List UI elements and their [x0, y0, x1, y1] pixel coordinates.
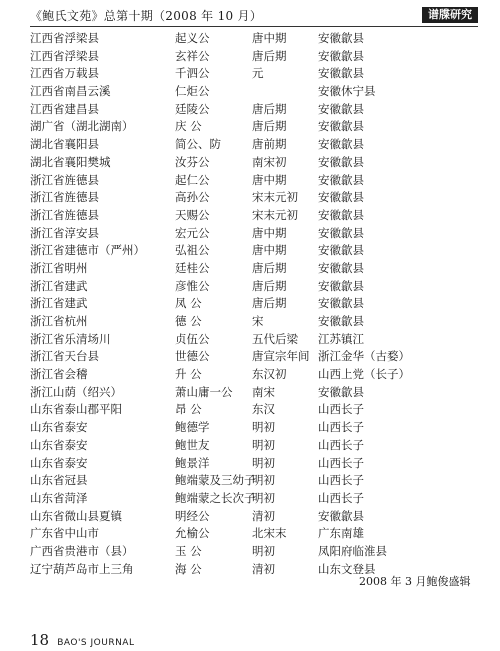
cell-origin: 山西长子	[318, 420, 364, 435]
cell-origin: 山西上党（长子）	[318, 367, 410, 382]
cell-ancestor: 鲍景洋	[175, 455, 210, 470]
cell-origin: 安徽歙县	[318, 172, 364, 187]
cell-ancestor: 起义公	[175, 31, 210, 45]
cell-period: 唐宣宗年间	[252, 349, 310, 364]
cell-ancestor: 简公、防	[175, 137, 221, 152]
cell-ancestor: 昂 公	[175, 402, 202, 417]
table-row	[30, 189, 470, 207]
table-row	[30, 419, 470, 437]
table-row	[30, 490, 470, 508]
cell-ancestor: 凤 公	[175, 296, 202, 311]
cell-period: 唐前期	[252, 137, 287, 152]
table-row	[30, 401, 470, 419]
cell-origin: 安徽歙县	[318, 278, 364, 293]
cell-period: 唐中期	[252, 243, 287, 258]
cell-location: 湖北省襄阳县	[30, 137, 99, 152]
cell-location: 江西省万载县	[30, 66, 99, 81]
cell-origin: 安徽歙县	[318, 137, 364, 152]
cell-origin: 安徽歙县	[318, 154, 364, 169]
table-row	[30, 30, 470, 48]
cell-origin: 浙江金华（古婺）	[318, 349, 410, 364]
page-header	[30, 7, 478, 25]
cell-origin: 安徽歙县	[318, 314, 364, 328]
cell-location: 山东省泰安	[30, 437, 88, 452]
cell-origin: 江苏镇江	[318, 331, 364, 346]
cell-location: 浙江省旌德县	[30, 172, 99, 187]
cell-ancestor: 明经公	[175, 508, 210, 523]
cell-period: 东汉	[252, 402, 275, 417]
cell-location: 江西省浮梁县	[30, 48, 99, 63]
cell-location: 辽宁葫芦岛市上三角	[30, 561, 134, 576]
cell-origin: 安徽休宁县	[318, 84, 376, 99]
table-row	[30, 83, 470, 101]
table-row	[30, 384, 470, 402]
cell-origin: 安徽歙县	[318, 119, 364, 134]
cell-period: 明初	[252, 455, 275, 470]
cell-location: 浙江省建武	[30, 278, 88, 293]
cell-period: 五代后梁	[252, 331, 298, 346]
cell-ancestor: 升 公	[175, 367, 202, 382]
journal-issue-title: 《鲍氏文苑》总第十期（2008 年 10 月）	[30, 9, 263, 23]
cell-location: 浙江山荫（绍兴）	[30, 384, 122, 399]
cell-period: 宋	[252, 314, 264, 328]
cell-ancestor: 鲍端蒙之长次子	[175, 490, 256, 505]
table-row	[30, 366, 470, 384]
genealogy-table	[30, 30, 470, 578]
cell-period: 唐后期	[252, 101, 287, 116]
cell-origin: 凤阳府临淮县	[318, 543, 387, 558]
cell-ancestor: 天赐公	[175, 207, 210, 222]
cell-origin: 安徽歙县	[318, 31, 364, 45]
cell-period: 唐中期	[252, 31, 287, 45]
cell-ancestor: 彦惟公	[175, 278, 210, 293]
cell-origin: 山西长子	[318, 455, 364, 470]
cell-origin: 安徽歙县	[318, 296, 364, 311]
cell-period: 唐后期	[252, 119, 287, 134]
page-number: 18	[30, 631, 50, 649]
cell-origin: 安徽歙县	[318, 101, 364, 116]
cell-origin: 安徽歙县	[318, 225, 364, 240]
table-row	[30, 260, 470, 278]
cell-period: 元	[252, 66, 264, 81]
cell-origin: 安徽歙县	[318, 243, 364, 258]
table-row	[30, 543, 470, 561]
cell-period: 唐后期	[252, 48, 287, 63]
cell-origin: 山东文登县	[318, 561, 376, 576]
cell-period: 宋末元初	[252, 190, 298, 205]
cell-ancestor: 仁炬公	[175, 84, 210, 99]
cell-ancestor: 庆 公	[175, 119, 202, 134]
cell-location: 山东省菏泽	[30, 490, 88, 505]
cell-origin: 安徽歙县	[318, 207, 364, 222]
cell-location: 浙江省建德市（严州）	[30, 243, 145, 258]
cell-ancestor: 允榆公	[175, 526, 210, 541]
compiler-signature: 2008 年 3 月鲍俊盛辑	[359, 575, 471, 588]
cell-ancestor: 高孙公	[175, 190, 210, 205]
table-row	[30, 101, 470, 119]
cell-location: 浙江省乐清场川	[30, 331, 111, 346]
cell-location: 浙江省会稽	[30, 367, 88, 382]
cell-origin: 安徽歙县	[318, 260, 364, 275]
cell-location: 江西省建昌县	[30, 101, 99, 116]
cell-origin: 山西长子	[318, 402, 364, 417]
cell-location: 湖北省襄阳樊城	[30, 154, 111, 169]
cell-ancestor: 贞伍公	[175, 331, 210, 346]
table-row	[30, 242, 470, 260]
table-row	[30, 437, 470, 455]
table-row	[30, 207, 470, 225]
header-divider	[30, 26, 478, 27]
cell-location: 浙江省建武	[30, 296, 88, 311]
cell-origin: 山西长子	[318, 473, 364, 488]
table-row	[30, 455, 470, 473]
table-row	[30, 225, 470, 243]
table-row	[30, 65, 470, 83]
cell-ancestor: 弘祖公	[175, 243, 210, 258]
cell-period: 唐后期	[252, 296, 287, 311]
cell-ancestor: 起仁公	[175, 172, 210, 187]
cell-location: 浙江省明州	[30, 260, 88, 275]
cell-location: 广东省中山市	[30, 526, 99, 541]
cell-origin: 广东南雄	[318, 526, 364, 541]
cell-location: 江西省南昌云溪	[30, 84, 111, 99]
cell-period: 明初	[252, 437, 275, 452]
cell-origin: 安徽歙县	[318, 66, 364, 81]
cell-ancestor: 鲍世友	[175, 437, 210, 452]
cell-period: 唐中期	[252, 172, 287, 187]
cell-ancestor: 千泗公	[175, 66, 210, 81]
table-row	[30, 472, 470, 490]
cell-period: 清初	[252, 508, 275, 523]
cell-ancestor: 德 公	[175, 314, 202, 328]
cell-location: 山东省泰山郡平阳	[30, 402, 122, 417]
cell-period: 宋末元初	[252, 207, 298, 222]
cell-period: 明初	[252, 473, 275, 488]
table-row	[30, 136, 470, 154]
table-row	[30, 313, 470, 331]
cell-period: 北宋末	[252, 526, 287, 541]
cell-period: 南宋	[252, 384, 275, 399]
table-row	[30, 172, 470, 190]
cell-origin: 安徽歙县	[318, 190, 364, 205]
cell-location: 浙江省旌德县	[30, 190, 99, 205]
cell-ancestor: 鲍德学	[175, 420, 210, 435]
cell-ancestor: 世德公	[175, 349, 210, 364]
table-row	[30, 348, 470, 366]
page-footer	[30, 630, 180, 648]
cell-period: 清初	[252, 561, 275, 576]
section-badge: 谱牒研究	[422, 7, 478, 23]
cell-location: 浙江省旌德县	[30, 207, 99, 222]
cell-ancestor: 玄祥公	[175, 48, 210, 63]
cell-period: 明初	[252, 420, 275, 435]
cell-ancestor: 宏元公	[175, 225, 210, 240]
cell-location: 山东省泰安	[30, 420, 88, 435]
cell-ancestor: 萧山庸一公	[175, 384, 233, 399]
cell-period: 唐后期	[252, 278, 287, 293]
cell-location: 浙江省淳安县	[30, 225, 99, 240]
table-row	[30, 525, 470, 543]
cell-period: 东汉初	[252, 367, 287, 382]
table-row	[30, 48, 470, 66]
cell-ancestor: 海 公	[175, 561, 202, 576]
cell-period: 唐中期	[252, 225, 287, 240]
cell-location: 广西省贵港市（县）	[30, 543, 134, 558]
cell-origin: 安徽歙县	[318, 508, 364, 523]
journal-name: BAO'S JOURNAL	[57, 638, 135, 648]
cell-ancestor: 廷桂公	[175, 260, 210, 275]
cell-period: 明初	[252, 543, 275, 558]
cell-period: 唐后期	[252, 260, 287, 275]
cell-location: 江西省浮梁县	[30, 31, 99, 45]
cell-origin: 安徽歙县	[318, 48, 364, 63]
cell-ancestor: 鲍端蒙及三幼子	[175, 473, 256, 488]
cell-ancestor: 玉 公	[175, 543, 202, 558]
cell-location: 山东省泰安	[30, 455, 88, 470]
cell-location: 浙江省杭州	[30, 314, 88, 328]
cell-origin: 山西长子	[318, 437, 364, 452]
table-row	[30, 508, 470, 526]
cell-period: 明初	[252, 490, 275, 505]
cell-location: 山东省微山县夏镇	[30, 508, 122, 523]
cell-location: 湖广省（湖北湖南）	[30, 119, 134, 134]
table-row	[30, 278, 470, 296]
table-row	[30, 295, 470, 313]
cell-origin: 安徽歙县	[318, 384, 364, 399]
table-row	[30, 118, 470, 136]
table-row	[30, 331, 470, 349]
cell-location: 浙江省天台县	[30, 349, 99, 364]
cell-location: 山东省冠县	[30, 473, 88, 488]
cell-ancestor: 廷陵公	[175, 101, 210, 116]
cell-origin: 山西长子	[318, 490, 364, 505]
cell-ancestor: 汝芬公	[175, 154, 210, 169]
cell-period: 南宋初	[252, 154, 287, 169]
table-row	[30, 154, 470, 172]
